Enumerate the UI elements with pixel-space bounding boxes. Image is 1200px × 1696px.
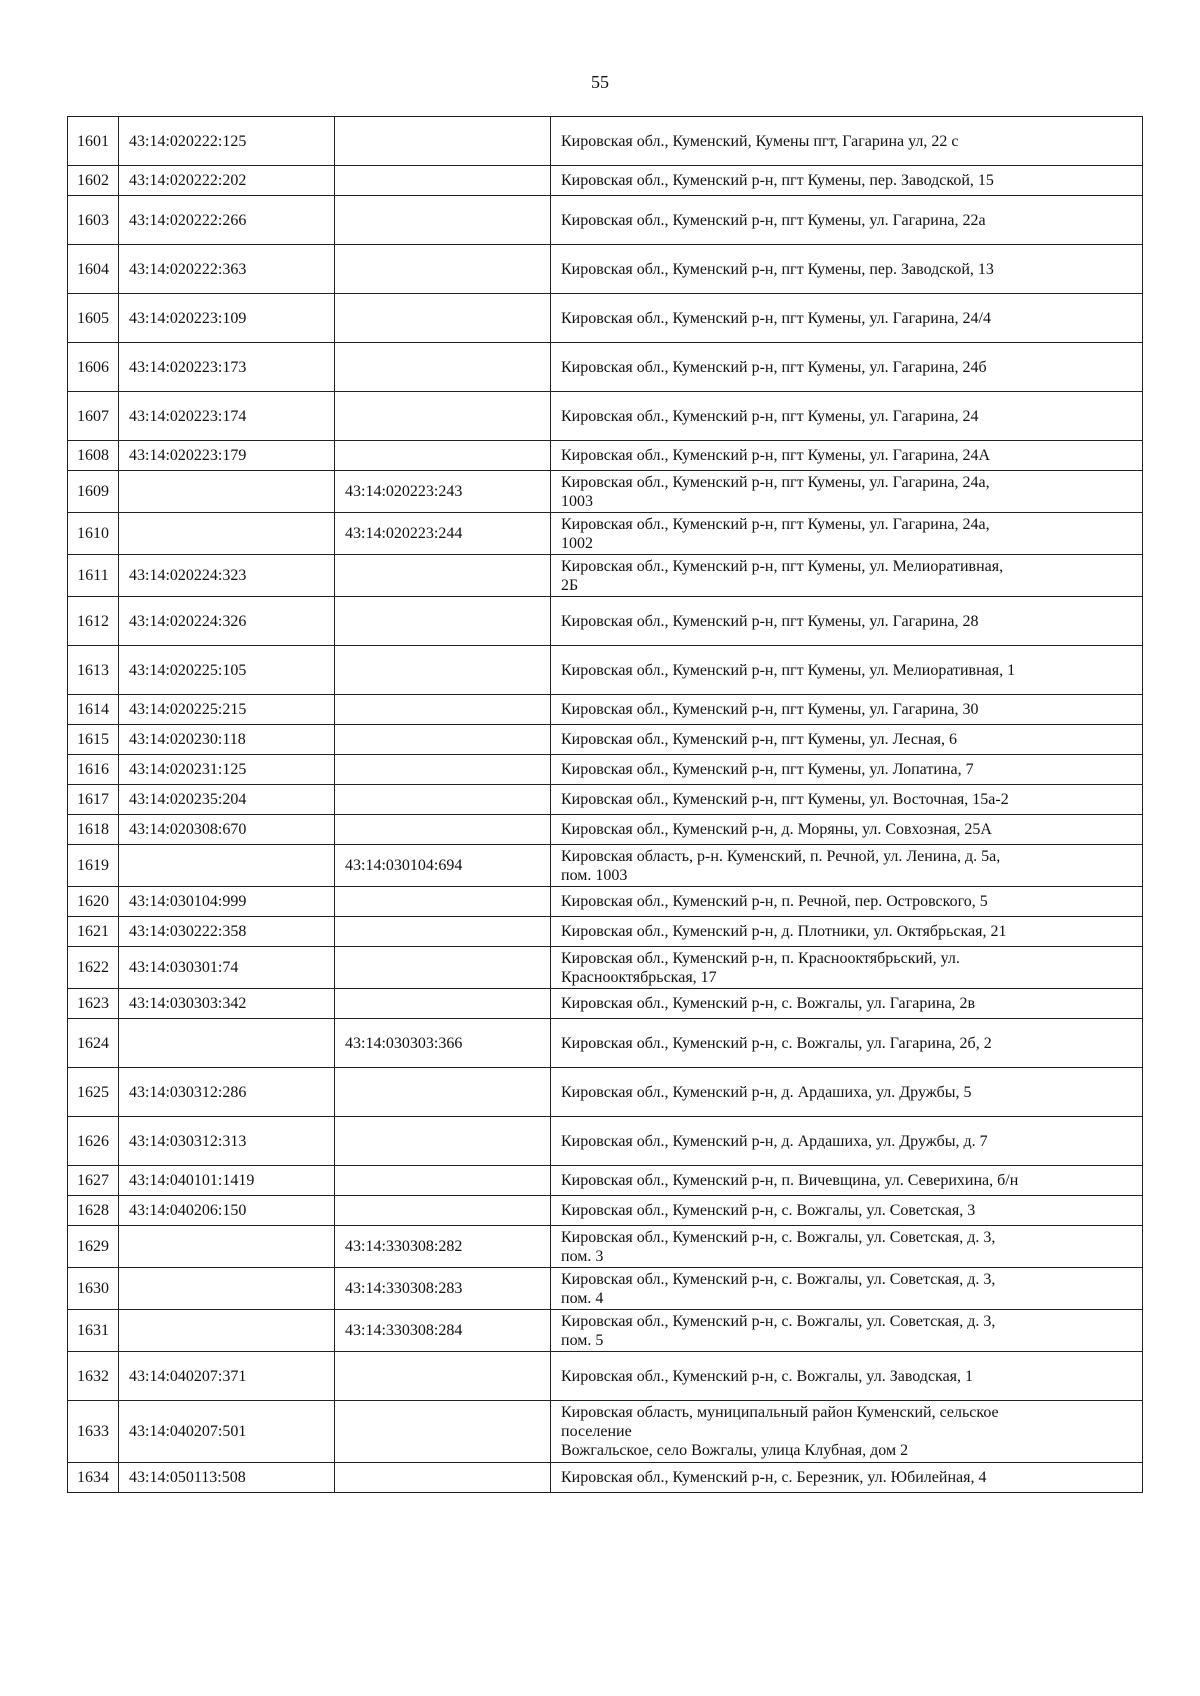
address: Кировская обл., Куменский р-н, с. Вожгалы, ул. Заводская, 1 xyxy=(551,1352,1143,1401)
cadastral-number xyxy=(119,1019,335,1068)
table-row xyxy=(68,695,1143,725)
address: Кировская обл., Куменский р-н, с. Вожгалы, ул. Гагарина, 2б, 2 xyxy=(551,1019,1143,1068)
table-row xyxy=(68,989,1143,1019)
row-number: 1634 xyxy=(68,1463,119,1493)
address: Кировская обл., Куменский р-н, пгт Кумены, ул. Мелиоративная, 2Б xyxy=(551,555,1143,597)
linked-cadastral-number: 43:14:330308:283 xyxy=(335,1268,551,1310)
row-number: 1615 xyxy=(68,725,119,755)
address: Кировская обл., Куменский р-н, с. Вожгалы, ул. Советская, д. 3, пом. 4 xyxy=(551,1268,1143,1310)
row-number: 1631 xyxy=(68,1310,119,1352)
address: Кировская обл., Куменский р-н, с. Вожгалы, ул. Советская, 3 xyxy=(551,1196,1143,1226)
table-row xyxy=(68,887,1143,917)
row-number: 1609 xyxy=(68,471,119,513)
cadastral-number: 43:14:020308:670 xyxy=(119,815,335,845)
row-number: 1625 xyxy=(68,1068,119,1117)
linked-cadastral-number xyxy=(335,989,551,1019)
cadastral-number xyxy=(119,513,335,555)
table-row xyxy=(68,555,1143,597)
cadastral-number: 43:14:020225:215 xyxy=(119,695,335,725)
cadastral-number: 43:14:040207:371 xyxy=(119,1352,335,1401)
row-number: 1626 xyxy=(68,1117,119,1166)
cadastral-number: 43:14:040101:1419 xyxy=(119,1166,335,1196)
linked-cadastral-number xyxy=(335,695,551,725)
linked-cadastral-number xyxy=(335,755,551,785)
table-row xyxy=(68,785,1143,815)
table-row xyxy=(68,1268,1143,1310)
address: Кировская обл., Куменский р-н, пгт Кумены, ул. Гагарина, 24б xyxy=(551,343,1143,392)
row-number: 1618 xyxy=(68,815,119,845)
table-row xyxy=(68,1310,1143,1352)
address: Кировская обл., Куменский р-н, п. Вичевщина, ул. Северихина, б/н xyxy=(551,1166,1143,1196)
address: Кировская обл., Куменский р-н, пгт Кумены, ул. Гагарина, 22а xyxy=(551,196,1143,245)
row-number: 1617 xyxy=(68,785,119,815)
row-number: 1632 xyxy=(68,1352,119,1401)
cadastral-number: 43:14:020230:118 xyxy=(119,725,335,755)
linked-cadastral-number xyxy=(335,725,551,755)
table-row xyxy=(68,845,1143,887)
row-number: 1614 xyxy=(68,695,119,725)
table-row xyxy=(68,392,1143,441)
cadastral-number: 43:14:030312:286 xyxy=(119,1068,335,1117)
row-number: 1624 xyxy=(68,1019,119,1068)
cadastral-number: 43:14:020222:125 xyxy=(119,117,335,166)
table-row xyxy=(68,513,1143,555)
address: Кировская обл., Куменский р-н, пгт Кумены, ул. Мелиоративная, 1 xyxy=(551,646,1143,695)
cadastral-number: 43:14:020222:202 xyxy=(119,166,335,196)
row-number: 1607 xyxy=(68,392,119,441)
linked-cadastral-number xyxy=(335,1401,551,1463)
cadastral-number: 43:14:030303:342 xyxy=(119,989,335,1019)
row-number: 1613 xyxy=(68,646,119,695)
address: Кировская обл., Куменский, Кумены пгт, Гагарина ул, 22 с xyxy=(551,117,1143,166)
table-row xyxy=(68,1352,1143,1401)
table-row xyxy=(68,947,1143,989)
cadastral-number xyxy=(119,471,335,513)
row-number: 1606 xyxy=(68,343,119,392)
address: Кировская область, муниципальный район Куменский, сельское поселение Вожгальское, село Вожгалы, улица Клубная, дом 2 xyxy=(551,1401,1143,1463)
address: Кировская обл., Куменский р-н, пгт Кумены, ул. Гагарина, 24а, 1002 xyxy=(551,513,1143,555)
cadastral-number: 43:14:020231:125 xyxy=(119,755,335,785)
address: Кировская обл., Куменский р-н, пгт Кумены, ул. Восточная, 15а-2 xyxy=(551,785,1143,815)
address: Кировская обл., Куменский р-н, пгт Кумены, ул. Гагарина, 24а, 1003 xyxy=(551,471,1143,513)
table-row xyxy=(68,1463,1143,1493)
cadastral-number: 43:14:040206:150 xyxy=(119,1196,335,1226)
cadastral-number: 43:14:020222:266 xyxy=(119,196,335,245)
table-row xyxy=(68,294,1143,343)
linked-cadastral-number xyxy=(335,1463,551,1493)
cadastral-number: 43:14:020224:326 xyxy=(119,597,335,646)
address: Кировская обл., Куменский р-н, пгт Кумены, пер. Заводской, 13 xyxy=(551,245,1143,294)
cadastral-number xyxy=(119,1268,335,1310)
address: Кировская обл., Куменский р-н, с. Березник, ул. Юбилейная, 4 xyxy=(551,1463,1143,1493)
linked-cadastral-number: 43:14:030303:366 xyxy=(335,1019,551,1068)
row-number: 1608 xyxy=(68,441,119,471)
linked-cadastral-number xyxy=(335,597,551,646)
cadastral-number xyxy=(119,845,335,887)
address: Кировская обл., Куменский р-н, пгт Кумены, пер. Заводской, 15 xyxy=(551,166,1143,196)
table-row xyxy=(68,196,1143,245)
linked-cadastral-number xyxy=(335,947,551,989)
table-row xyxy=(68,1019,1143,1068)
address: Кировская обл., Куменский р-н, д. Ардашиха, ул. Дружбы, 5 xyxy=(551,1068,1143,1117)
linked-cadastral-number xyxy=(335,1196,551,1226)
address: Кировская обл., Куменский р-н, д. Ардашиха, ул. Дружбы, д. 7 xyxy=(551,1117,1143,1166)
row-number: 1603 xyxy=(68,196,119,245)
address: Кировская обл., Куменский р-н, пгт Кумены, ул. Лесная, 6 xyxy=(551,725,1143,755)
linked-cadastral-number xyxy=(335,392,551,441)
row-number: 1612 xyxy=(68,597,119,646)
table-row xyxy=(68,917,1143,947)
row-number: 1627 xyxy=(68,1166,119,1196)
linked-cadastral-number xyxy=(335,917,551,947)
table-row xyxy=(68,646,1143,695)
row-number: 1629 xyxy=(68,1226,119,1268)
table-row xyxy=(68,245,1143,294)
address: Кировская обл., Куменский р-н, с. Вожгалы, ул. Советская, д. 3, пом. 3 xyxy=(551,1226,1143,1268)
linked-cadastral-number xyxy=(335,1166,551,1196)
row-number: 1623 xyxy=(68,989,119,1019)
row-number: 1604 xyxy=(68,245,119,294)
table-row xyxy=(68,1117,1143,1166)
address: Кировская обл., Куменский р-н, д. Моряны, ул. Совхозная, 25А xyxy=(551,815,1143,845)
row-number: 1605 xyxy=(68,294,119,343)
address: Кировская обл., Куменский р-н, пгт Кумены, ул. Лопатина, 7 xyxy=(551,755,1143,785)
linked-cadastral-number: 43:14:330308:284 xyxy=(335,1310,551,1352)
linked-cadastral-number xyxy=(335,887,551,917)
linked-cadastral-number: 43:14:030104:694 xyxy=(335,845,551,887)
linked-cadastral-number xyxy=(335,555,551,597)
cadastral-number: 43:14:020223:109 xyxy=(119,294,335,343)
cadastral-number: 43:14:020225:105 xyxy=(119,646,335,695)
linked-cadastral-number: 43:14:020223:244 xyxy=(335,513,551,555)
table-row xyxy=(68,1166,1143,1196)
row-number: 1621 xyxy=(68,917,119,947)
table-row xyxy=(68,343,1143,392)
row-number: 1616 xyxy=(68,755,119,785)
table-row xyxy=(68,1226,1143,1268)
row-number: 1601 xyxy=(68,117,119,166)
address: Кировская обл., Куменский р-н, пгт Кумены, ул. Гагарина, 30 xyxy=(551,695,1143,725)
cadastral-number: 43:14:020222:363 xyxy=(119,245,335,294)
table-row xyxy=(68,1401,1143,1463)
table-row xyxy=(68,1196,1143,1226)
linked-cadastral-number: 43:14:330308:282 xyxy=(335,1226,551,1268)
cadastral-number xyxy=(119,1226,335,1268)
linked-cadastral-number: 43:14:020223:243 xyxy=(335,471,551,513)
table-row xyxy=(68,166,1143,196)
cadastral-number: 43:14:030104:999 xyxy=(119,887,335,917)
cadastral-number: 43:14:030222:358 xyxy=(119,917,335,947)
row-number: 1610 xyxy=(68,513,119,555)
linked-cadastral-number xyxy=(335,441,551,471)
property-table xyxy=(67,116,1143,1493)
linked-cadastral-number xyxy=(335,1068,551,1117)
table-row xyxy=(68,597,1143,646)
linked-cadastral-number xyxy=(335,785,551,815)
linked-cadastral-number xyxy=(335,294,551,343)
linked-cadastral-number xyxy=(335,117,551,166)
linked-cadastral-number xyxy=(335,1352,551,1401)
table-row xyxy=(68,755,1143,785)
page-number: 55 xyxy=(591,72,609,92)
cadastral-number: 43:14:020223:179 xyxy=(119,441,335,471)
row-number: 1620 xyxy=(68,887,119,917)
address: Кировская обл., Куменский р-н, с. Вожгалы, ул. Советская, д. 3, пом. 5 xyxy=(551,1310,1143,1352)
cadastral-number: 43:14:050113:508 xyxy=(119,1463,335,1493)
address: Кировская область, р-н. Куменский, п. Речной, ул. Ленина, д. 5а, пом. 1003 xyxy=(551,845,1143,887)
address: Кировская обл., Куменский р-н, с. Вожгалы, ул. Гагарина, 2в xyxy=(551,989,1143,1019)
address: Кировская обл., Куменский р-н, п. Речной, пер. Островского, 5 xyxy=(551,887,1143,917)
linked-cadastral-number xyxy=(335,196,551,245)
linked-cadastral-number xyxy=(335,245,551,294)
table-row xyxy=(68,441,1143,471)
cadastral-number: 43:14:020224:323 xyxy=(119,555,335,597)
row-number: 1602 xyxy=(68,166,119,196)
cadastral-number: 43:14:020235:204 xyxy=(119,785,335,815)
address: Кировская обл., Куменский р-н, пгт Кумены, ул. Гагарина, 24/4 xyxy=(551,294,1143,343)
address: Кировская обл., Куменский р-н, д. Плотники, ул. Октябрьская, 21 xyxy=(551,917,1143,947)
linked-cadastral-number xyxy=(335,646,551,695)
row-number: 1619 xyxy=(68,845,119,887)
linked-cadastral-number xyxy=(335,343,551,392)
table-row xyxy=(68,815,1143,845)
cadastral-number: 43:14:020223:174 xyxy=(119,392,335,441)
cadastral-number: 43:14:020223:173 xyxy=(119,343,335,392)
linked-cadastral-number xyxy=(335,166,551,196)
linked-cadastral-number xyxy=(335,815,551,845)
address: Кировская обл., Куменский р-н, пгт Кумены, ул. Гагарина, 24 xyxy=(551,392,1143,441)
table-row xyxy=(68,725,1143,755)
table-row xyxy=(68,117,1143,166)
address: Кировская обл., Куменский р-н, пгт Кумены, ул. Гагарина, 28 xyxy=(551,597,1143,646)
property-table-body xyxy=(68,117,1143,1493)
row-number: 1611 xyxy=(68,555,119,597)
address: Кировская обл., Куменский р-н, п. Краснооктябрьский, ул. Краснооктябрьская, 17 xyxy=(551,947,1143,989)
cadastral-number xyxy=(119,1310,335,1352)
cadastral-number: 43:14:040207:501 xyxy=(119,1401,335,1463)
row-number: 1628 xyxy=(68,1196,119,1226)
row-number: 1630 xyxy=(68,1268,119,1310)
table-row xyxy=(68,471,1143,513)
address: Кировская обл., Куменский р-н, пгт Кумены, ул. Гагарина, 24А xyxy=(551,441,1143,471)
cadastral-number: 43:14:030312:313 xyxy=(119,1117,335,1166)
linked-cadastral-number xyxy=(335,1117,551,1166)
cadastral-number: 43:14:030301:74 xyxy=(119,947,335,989)
row-number: 1622 xyxy=(68,947,119,989)
row-number: 1633 xyxy=(68,1401,119,1463)
table-row xyxy=(68,1068,1143,1117)
